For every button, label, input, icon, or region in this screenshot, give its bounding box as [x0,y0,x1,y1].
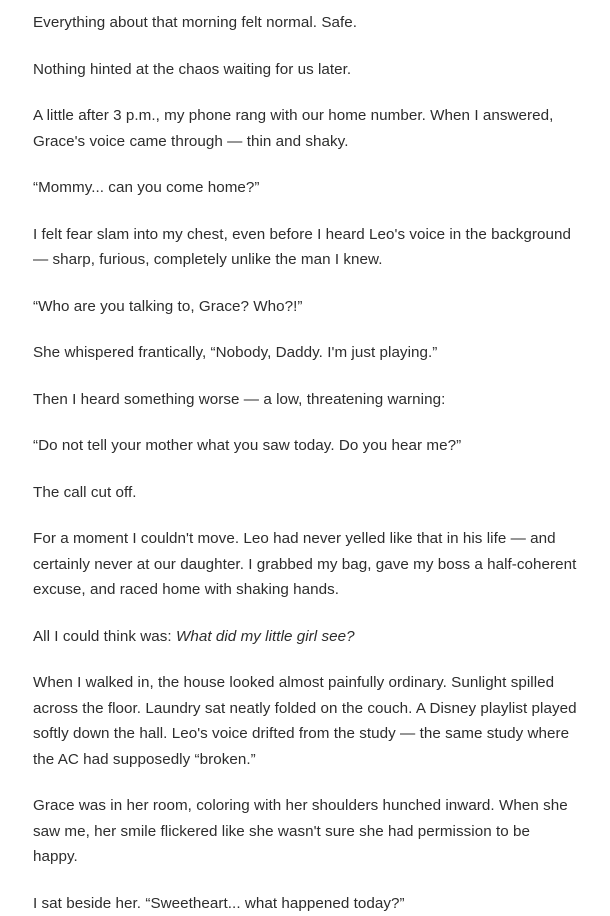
paragraph-dialogue: “Mommy... can you come home?” [33,175,577,201]
paragraph-dialogue: “Who are you talking to, Grace? Who?!” [33,294,577,320]
paragraph-dialogue: I sat beside her. “Sweetheart... what happened today?” [33,891,577,916]
paragraph: The call cut off. [33,480,577,506]
paragraph: Nothing hinted at the chaos waiting for us later. [33,57,577,83]
paragraph: A little after 3 p.m., my phone rang with our home number. When I answered, Grace's voice came through — thin and shaky. [33,103,577,154]
paragraph-lead-text: All I could think was: [33,628,176,645]
paragraph: When I walked in, the house looked almost painfully ordinary. Sunlight spilled across the floor. Laundry sat neatly folded on the couch. A Disney playlist played softly down the hall. Leo's voice drifted from the study — the same study where the AC had supposedly “broken.” [33,670,577,772]
paragraph: Everything about that morning felt normal. Safe. [33,10,577,36]
paragraph-with-emphasis [33,624,577,650]
paragraph: Grace was in her room, coloring with her shoulders hunched inward. When she saw me, her smile flickered like she wasn't sure she had permission to be happy. [33,793,577,870]
paragraph: For a moment I couldn't move. Leo had never yelled like that in his life — and certainly never at our daughter. I grabbed my bag, gave my boss a half-coherent excuse, and raced home with shaking hands. [33,526,577,603]
paragraph-dialogue: “Do not tell your mother what you saw today. Do you hear me?” [33,433,577,459]
paragraph: Then I heard something worse — a low, threatening warning: [33,387,577,413]
emphasis-text: What did my little girl see? [176,628,355,645]
paragraph: I felt fear slam into my chest, even before I heard Leo's voice in the background — sharp, furious, completely unlike the man I knew. [33,222,577,273]
paragraph-dialogue: She whispered frantically, “Nobody, Daddy. I'm just playing.” [33,340,577,366]
